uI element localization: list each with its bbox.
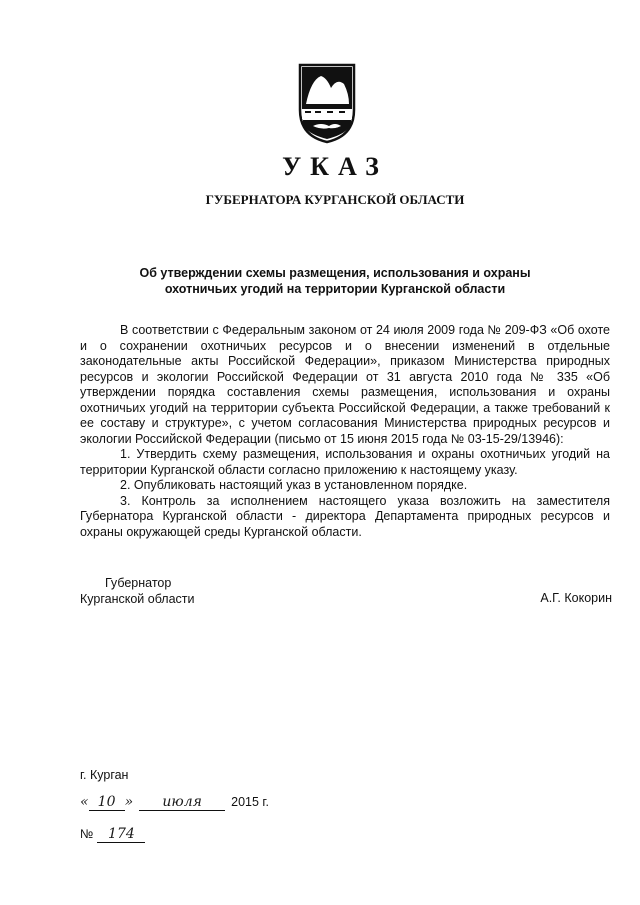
decree-item-3: 3. Контроль за исполнением настоящего указа возложить на заместителя Губернатора Курганской области - директора Департамента природных ресурсов и охраны окружающей среды Курганской области. [80,493,610,539]
decree-item-1: 1. Утвердить схему размещения, использования и охраны охотничьих угодий на территории Курганской области согласно приложению к настоящему указу. [80,447,610,477]
signatory-name: А.Г. Кокорин [540,591,612,605]
decree-heading-line: Об утверждении схемы размещения, использования и охраны [139,266,531,280]
document-title: УКАЗ [282,152,388,181]
number-handwritten: 174 [97,826,145,843]
kurgan-region-coat-of-arms-icon [297,62,357,144]
date-year: 2015 г. [231,795,269,809]
date-day-handwritten: 10 [89,794,125,811]
document-subtitle: ГУБЕРНАТОРА КУРГАНСКОЙ ОБЛАСТИ [205,192,465,207]
preamble-paragraph: В соответствии с Федеральным законом от 24 июля 2009 года № 209-ФЗ «Об охоте и о сохранении охотничьих ресурсов и о внесении изменений в отдельные законодательные акты Российской Федерации», приказом Министерства природных ресурсов и экологии Российской Федерации от 31 августа 2010 года № 335 «Об утверждении порядка составления схемы размещения, использования и охраны охотничьих угодий на территории субъекта Российской Федерации, а также требований к ее составу и структуре», с учетом согласования Министерства природных ресурсов и экологии Российской Федерации (письмо от 15 июня 2015 года № 03-15-29/13946): [80,323,610,446]
date-month-handwritten: июля [139,794,225,811]
issue-date [80,794,269,811]
signatory-position-line: Губернатор [105,576,172,590]
decree-heading-line: охотничьих угодий на территории Курганской области [164,282,506,296]
decree-heading [110,265,560,297]
date-quote-open: « [80,794,89,810]
issue-city: г. Курган [80,768,129,782]
decree-body [80,323,610,540]
decree-item-2: 2. Опубликовать настоящий указ в установленном порядке. [120,478,468,492]
signatory-position [80,576,195,607]
date-quote-close: » [124,794,134,810]
number-label: № [80,827,94,841]
decree-number [80,826,145,843]
signatory-position-line: Курганской области [80,591,195,606]
